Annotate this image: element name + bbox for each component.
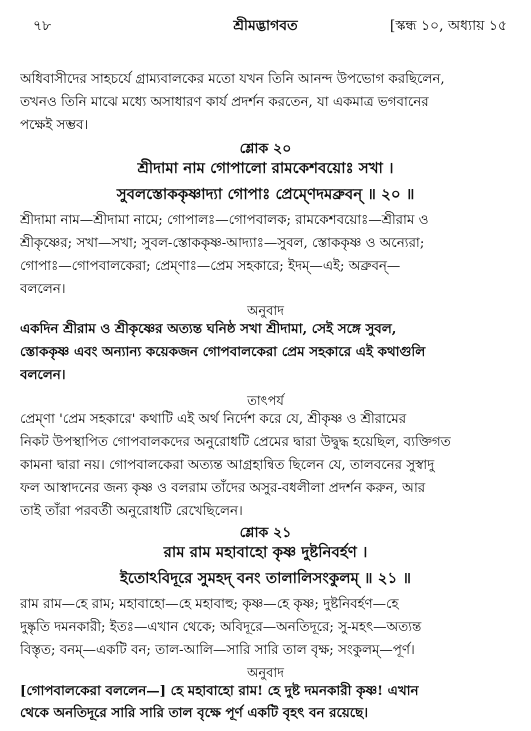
book-title: শ্রীমদ্ভাগবত <box>233 18 298 34</box>
page-number: ৭৮ <box>33 18 52 34</box>
text-line: অধিবাসীদের সাহচর্যে গ্রাম্যবালকের মতো যখন তিনি আনন্দ উপভোগ করছিলেন, <box>20 72 445 87</box>
text-line: গোপাঃ—গোপবালকেরা; প্রেম্ণাঃ—প্রেম সহকারে; ইদম্—এই; অব্রুবন্— <box>20 259 401 274</box>
text-line: শ্রীকৃষ্ণের; সখা—সখা; সুবল-স্তোককৃষ্ণ-আদ্যাঃ—সুবল, স্তোককৃষ্ণ ও অন্যেরা; <box>20 236 425 251</box>
verse-20-synonyms <box>20 209 511 301</box>
verse-21-heading: শ্লোক ২১ <box>239 525 292 541</box>
text-line: থেকে অনতিদূরে সারি সারি তাল বৃক্ষে পূর্ণ একটি বৃহৎ বন রয়েছে। <box>20 705 369 721</box>
verse-line: ইতোঽবিদূরে সুমহদ্ বনং তালালিসংকুলম্ ॥ ২১ ॥ <box>120 569 411 587</box>
text-line: পক্ষেই সম্ভব। <box>20 118 89 133</box>
text-line: কামনা দ্বারা নয়। গোপবালকেরা অত্যন্ত আগ্রহান্বিত ছিলেন যে, তালবনের সুস্বাদু <box>20 458 435 473</box>
verse-20-text <box>0 155 531 207</box>
verse-20-heading: শ্লোক ২০ <box>239 141 292 157</box>
text-line: তখনও তিনি মাঝে মধ্যে অসাধারণ কার্য প্রদর্শন করতেন, যা একমাত্র ভগবানের <box>20 95 429 110</box>
intro-paragraph <box>20 68 511 137</box>
verse-20-translation <box>20 318 511 387</box>
verse-20-purport-heading: তাৎপর্য <box>247 394 284 409</box>
verse-line: সুবলস্তোককৃষ্ণাদ্যা গোপাঃ প্রেম্ণেদমব্রুবন্ ॥ ২০ ॥ <box>116 185 415 203</box>
page-header <box>0 14 531 36</box>
verse-21-translation <box>20 680 511 724</box>
text-line: বললেন। <box>20 367 66 383</box>
text-line: দুষ্কৃতি দমনকারী; ইতঃ—এখান থেকে; অবিদূরে—অনতিদূরে; সু-মহৎ—অত্যন্ত <box>20 620 422 635</box>
verse-line: রাম রাম মহাবাহো কৃষ্ণ দুষ্টনিবর্হণ । <box>163 543 368 561</box>
verse-21-text <box>0 539 531 591</box>
verse-20-purport <box>20 408 511 523</box>
verse-20-translation-heading: অনুবাদ <box>247 304 284 319</box>
text-line: ফল আস্বাদনের জন্য কৃষ্ণ ও বলরাম তাঁদের অসুর-বধলীলা প্রদর্শন করুন, আর <box>20 481 426 496</box>
text-line: তাই তাঁরা পরবর্তী অনুরোধটি রেখেছিলেন। <box>20 504 243 519</box>
section-reference: [স্কন্ধ ১০, অধ্যায় ১৫ <box>389 18 507 34</box>
text-line: বললেন। <box>20 282 66 297</box>
verse-21-translation-heading: অনুবাদ <box>247 666 284 681</box>
text-line: একদিন শ্রীরাম ও শ্রীকৃষ্ণের অত্যন্ত ঘনিষ্ঠ সখা শ্রীদামা, সেই সঙ্গে সুবল, <box>20 321 397 337</box>
verse-line: শ্রীদামা নাম গোপালো রামকেশবয়োঃ সখা । <box>137 159 394 177</box>
text-line: বিস্তৃত; বনম্—একটি বন; তাল-আলি—সারি সারি তাল বৃক্ষ; সংকুলম্—পূর্ণ। <box>20 643 415 658</box>
text-line: রাম রাম—হে রাম; মহাবাহো—হে মহাবাহু; কৃষ্ণ—হে কৃষ্ণ; দুষ্টনিবর্হণ—হে <box>20 597 399 612</box>
text-line: নিকট উপস্থাপিত গোপবালকদের অনুরোধটি প্রেমের দ্বারা উদ্বুদ্ধ হয়েছিল, ব্যক্তিগত <box>20 435 451 450</box>
text-line: [গোপবালকেরা বললেন—] হে মহাবাহো রাম! হে দুষ্ট দমনকারী কৃষ্ণ! এখান <box>20 683 419 699</box>
text-line: স্তোককৃষ্ণ এবং অন্যান্য কয়েকজন গোপবালকেরা প্রেম সহকারে এই কথাগুলি <box>20 344 426 360</box>
text-line: শ্রীদামা নাম—শ্রীদামা নামে; গোপালঃ—গোপবালক; রামকেশবয়োঃ—শ্রীরাম ও <box>20 213 429 228</box>
text-line: প্রেম্ণা 'প্রেম সহকারে' কথাটি এই অর্থ নির্দেশ করে যে, শ্রীকৃষ্ণ ও শ্রীরামের <box>20 412 407 427</box>
verse-21-synonyms <box>20 593 511 662</box>
